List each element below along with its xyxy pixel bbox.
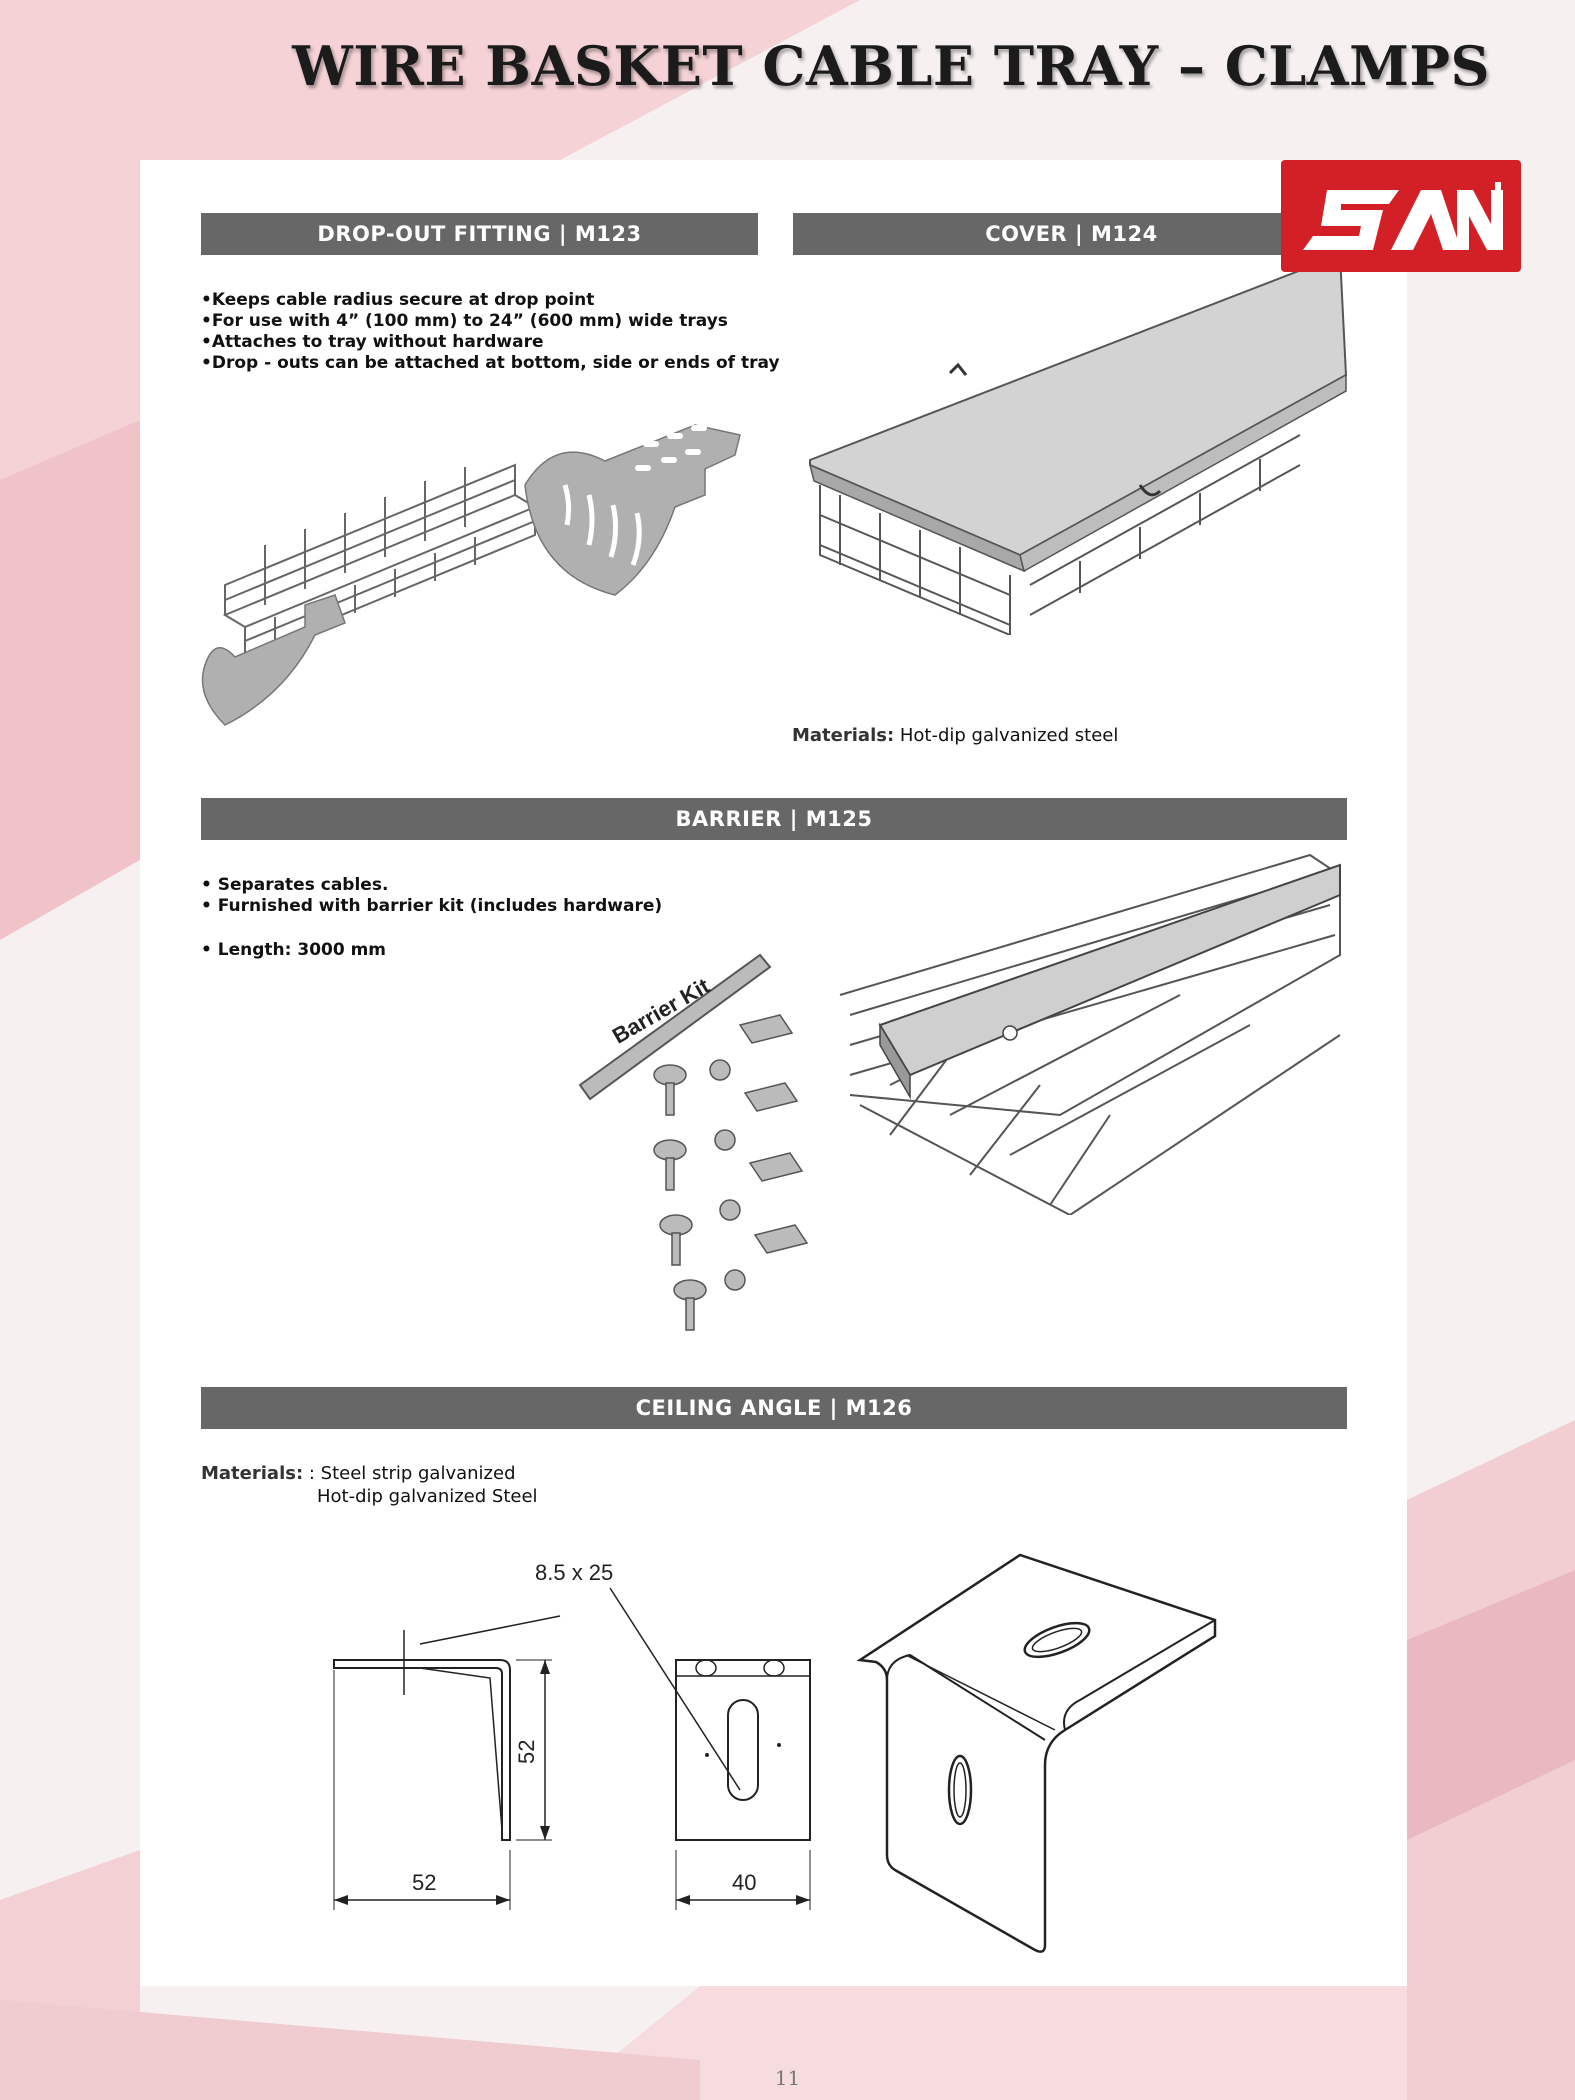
front-width-dimension: 40 (732, 1870, 757, 1895)
list-item: •Drop - outs can be attached at bottom, side or ends of tray (201, 353, 780, 373)
list-item: • Length: 3000 mm (201, 940, 387, 960)
dropout-fitting-illustration (195, 395, 755, 735)
section-header-cover: COVER | M124 (793, 213, 1350, 255)
list-item: • Furnished with barrier kit (includes hardware) (201, 896, 663, 916)
barrier-tray-illustration (830, 835, 1350, 1215)
list-item: •Keeps cable radius secure at drop point (201, 290, 595, 310)
list-item: • Separates cables. (201, 875, 389, 895)
slot-dimension: 8.5 x 25 (535, 1560, 614, 1585)
materials-line-2: Hot-dip galvanized Steel (317, 1486, 538, 1507)
section-header-dropout: DROP-OUT FITTING | M123 (201, 213, 758, 255)
materials-line-1: : Steel strip galvanized (303, 1463, 516, 1484)
list-item: •Attaches to tray without hardware (201, 332, 544, 352)
cover-materials (792, 725, 1118, 746)
barrier-kit-label: Barrier Kit (608, 973, 714, 1049)
san-logo-icon (1281, 160, 1521, 272)
ceiling-materials (201, 1462, 538, 1508)
list-item: •For use with 4” (100 mm) to 24” (600 mm) wide trays (201, 311, 728, 331)
height-dimension: 52 (514, 1739, 539, 1764)
page-title: WIRE BASKET CABLE TRAY – CLAMPS (292, 34, 1490, 98)
materials-label: Materials: (201, 1463, 304, 1484)
materials-label: Materials: (792, 725, 895, 746)
materials-value: Hot-dip galvanized steel (894, 725, 1119, 746)
ceiling-angle-drawing (320, 1550, 1220, 1960)
side-width-dimension: 52 (412, 1870, 437, 1895)
san-logo (1281, 160, 1521, 272)
section-header-barrier: BARRIER | M125 (201, 798, 1347, 840)
section-header-ceiling: CEILING ANGLE | M126 (201, 1387, 1347, 1429)
cover-illustration (800, 255, 1350, 635)
dropout-feature-list (201, 290, 780, 374)
page-number: 11 (774, 2066, 801, 2090)
